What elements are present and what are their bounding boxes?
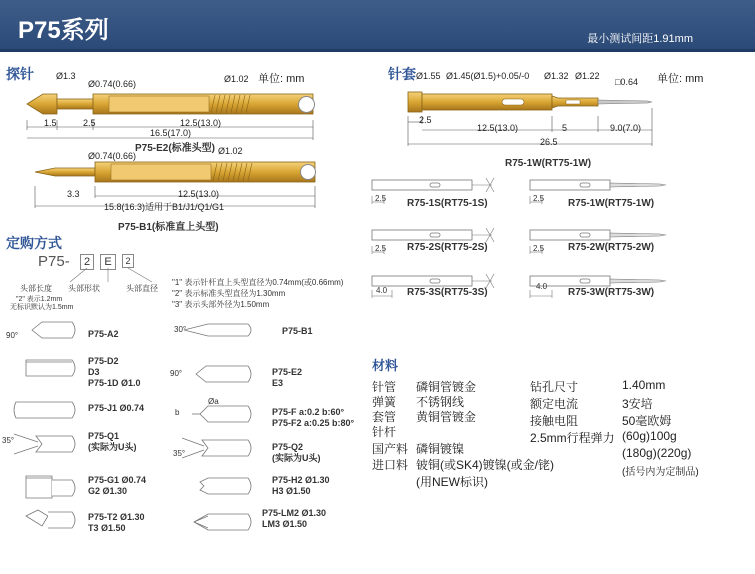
tip-b1-angle: 30° (174, 325, 187, 334)
mat-right-k-3: 2.5mm行程弹力 (530, 431, 615, 445)
tip-label-g: P75-G1 Ø0.74 G2 Ø1.30 (88, 475, 147, 496)
mat-right-v-4: (180g)(220g) (622, 446, 692, 460)
receptacle-section-title: 针套 (388, 66, 416, 82)
mat-left-v-0: 磷铜管镀金 (416, 380, 477, 394)
order-code-prefix: P75- (38, 253, 70, 270)
variant-dim-2: 2.5 (375, 244, 387, 253)
e2-dim-1: Ø0.74(0.66) (88, 79, 137, 89)
tip-e2-angle: 90° (170, 369, 183, 378)
b1-caption: P75-B1(标准直上头型) (118, 222, 219, 233)
tip-label-d: P75-D2 D3 P75-1D Ø1.0 (88, 356, 141, 388)
b1-dim-2: 3.3 (67, 189, 80, 199)
rec-dim-0: Ø1.55 (416, 71, 441, 81)
tip-shapes-left (12, 318, 82, 548)
mat-right-k-2: 接触电阻 (530, 414, 579, 428)
rec-dim-6: 12.5(13.0) (477, 123, 519, 133)
page-title: P75系列 (18, 17, 109, 44)
mat-right-v-1: 3安培 (622, 397, 653, 411)
order-diameter-note-1: "2" 表示标准头型直径为1.30mm (172, 289, 286, 298)
mat-left-v-5: 铍铜(或SK4)镀镍(或金/铑) (416, 458, 555, 472)
e2-end-circle (298, 96, 315, 113)
variant-label-2: R75-2S(RT75-2S) (407, 242, 488, 253)
mat-left-k-1: 弹簧 (372, 395, 397, 409)
variant-label-5: R75-3W(RT75-3W) (568, 287, 655, 298)
mat-left-k-3: 针杆 (372, 425, 397, 439)
rec-dim-5: 2.5 (419, 115, 432, 125)
mat-right-v-2: 50毫欧姆 (622, 414, 672, 428)
min-pitch-note: 最小测试间距1.91mm (587, 33, 693, 45)
tip-f-mark-b: b (175, 408, 180, 417)
order-code-box-length: 2 (80, 254, 94, 270)
receptacle-main-drawing (408, 84, 728, 154)
rec-dim-8: 9.0(7.0) (610, 123, 642, 133)
mat-right-v-5: (括号内为定制品) (622, 467, 699, 478)
order-length-note-1: "2" 表示1.2mm (16, 296, 63, 303)
b1-dim-1: Ø1.02 (218, 146, 243, 156)
order-label-shape: 头部形状 (68, 284, 100, 293)
probe-unit: 单位: mm (258, 73, 305, 85)
variant-dim-4: 4.0 (376, 286, 388, 295)
mat-left-k-2: 套管 (372, 410, 397, 424)
tip-label-f: P75-F a:0.2 b:60° P75-F2 a:0.25 b:80° (272, 407, 355, 428)
e2-dim-6: 16.5(17.0) (150, 128, 192, 138)
e2-dim-0: Ø1.3 (56, 71, 76, 81)
tip-label-e: P75-E2 E3 (272, 367, 303, 388)
rec-dim-9: 26.5 (540, 137, 558, 147)
rec-dim-2: Ø1.32 (544, 71, 569, 81)
b1-dim-4: 15.8(16.3)适用于B1/J1/Q1/G1 (104, 202, 225, 212)
rec-dim-3: Ø1.22 (575, 71, 600, 81)
tip-a2-angle: 90° (6, 331, 19, 340)
tip-label-lm: P75-LM2 Ø1.30 LM3 Ø1.50 (262, 508, 327, 529)
e2-dim-2: Ø1.02 (224, 74, 249, 84)
variant-dim-0: 2.5 (375, 194, 387, 203)
e2-dim-5: 12.5(13.0) (180, 118, 222, 128)
rec-dim-7: 5 (562, 123, 568, 133)
tip-label-a2: P75-A2 (88, 329, 119, 339)
tip-shapes-right (178, 318, 258, 548)
e2-dim-3: 1.5 (44, 118, 57, 128)
mat-right-k-0: 钻孔尺寸 (530, 380, 579, 394)
tip-label-q2: P75-Q2 (实际为U头) (272, 442, 321, 463)
rec-dim-1: Ø1.45(Ø1.5)+0.05/-0 (446, 71, 530, 81)
b1-end-circle (300, 164, 316, 180)
order-label-length: 头部长度 (20, 284, 52, 293)
order-label-diameter: 头部直径 (126, 284, 158, 293)
mat-left-k-4: 国产料 (372, 442, 409, 456)
tip-label-j1: P75-J1 Ø0.74 (88, 403, 145, 413)
b1-dim-0: Ø0.74(0.66) (88, 151, 137, 161)
mat-right-v-0: 1.40mm (622, 378, 666, 392)
tip-q1-angle: 35° (2, 436, 15, 445)
mat-left-k-5: 进口料 (372, 458, 409, 472)
variant-dim-5: 4.0 (536, 282, 548, 291)
b1-dim-3: 12.5(13.0) (178, 189, 220, 199)
mat-left-v-4: 磷铜镀镍 (416, 442, 465, 456)
probe-section-title: 探针 (6, 66, 34, 82)
materials-title: 材料 (372, 358, 399, 373)
receptacle-main-caption: R75-1W(RT75-1W) (505, 158, 592, 169)
tip-f-mark-a: Øa (208, 397, 219, 406)
order-diameter-note-2: "3" 表示头部外径为1.50mm (172, 300, 270, 309)
order-length-note-2: 无标识默认为1.5mm (10, 304, 74, 311)
order-section-title: 定购方式 (6, 235, 62, 251)
variant-label-4: R75-3S(RT75-3S) (407, 287, 488, 298)
tip-label-b1: P75-B1 (282, 326, 313, 336)
tip-label-h: P75-H2 Ø1.30 H3 Ø1.50 (272, 475, 330, 496)
receptacle-unit: 单位: mm (657, 73, 704, 85)
mat-left-k-0: 针管 (372, 380, 397, 394)
mat-left-v-1: 不锈钢线 (416, 395, 465, 409)
variant-dim-1: 2.5 (533, 194, 545, 203)
tip-q2-angle: 35° (173, 449, 186, 458)
rec-dim-4: □0.64 (615, 77, 638, 87)
mat-right-k-1: 额定电流 (530, 397, 579, 411)
e2-caption: P75-E2(标准头型) (135, 143, 216, 154)
tip-label-t: P75-T2 Ø1.30 T3 Ø1.50 (88, 512, 145, 533)
order-diameter-note-0: "1" 表示针杆直上头型直径为0.74mm(或0.66mm) (172, 278, 344, 287)
variant-label-0: R75-1S(RT75-1S) (407, 198, 488, 209)
variant-label-3: R75-2W(RT75-2W) (568, 242, 655, 253)
mat-right-v-3: (60g)100g (622, 429, 677, 443)
variant-label-1: R75-1W(RT75-1W) (568, 198, 655, 209)
mat-left-v-2: 黄铜管镀金 (416, 410, 477, 424)
mat-left-v-6: (用NEW标识) (416, 475, 488, 489)
order-code-box-diameter: 2 (122, 254, 134, 268)
order-code-box-shape: E (100, 254, 116, 270)
tip-label-q1: P75-Q1 (实际为U头) (88, 431, 137, 452)
e2-dim-4: 2.5 (83, 118, 96, 128)
variant-dim-3: 2.5 (533, 244, 545, 253)
